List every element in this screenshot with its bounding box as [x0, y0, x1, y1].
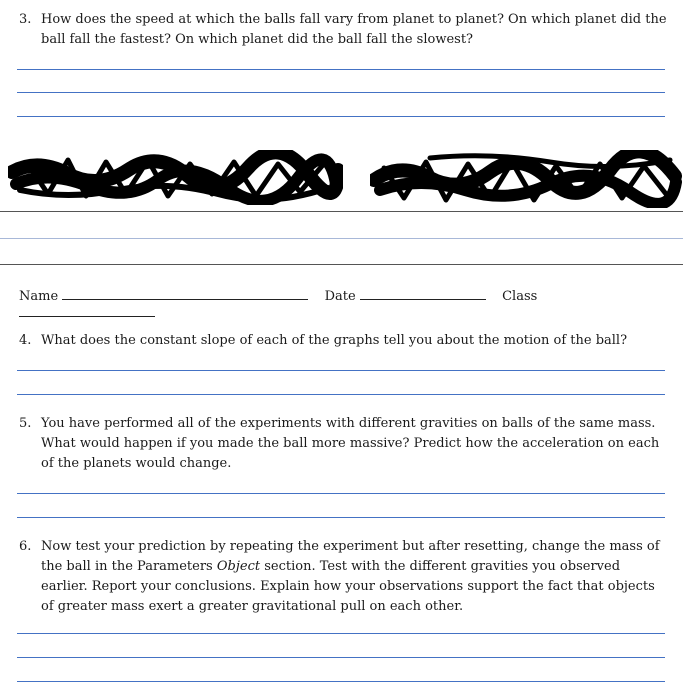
answer-line[interactable] — [17, 116, 665, 117]
header-fields — [19, 287, 664, 321]
answer-line[interactable] — [17, 657, 665, 658]
answer-line[interactable] — [17, 493, 665, 494]
answer-line[interactable] — [17, 370, 665, 371]
question-4 — [19, 331, 669, 351]
question-number: 6. — [19, 539, 32, 554]
question-3 — [19, 10, 669, 50]
separator-line — [0, 211, 683, 212]
redaction-scribble-left — [8, 150, 343, 205]
question-text: Now test your prediction by repeating the experiment but after resetting, change the mass of the ball in the Parameters Object section. Test with the different gravities you observed earlier. Report your conclusions. Explain how your observations support the fact that objects of greater mass exert a greater gravitational pull on each other. — [41, 539, 660, 614]
date-field[interactable] — [360, 287, 486, 300]
answer-line[interactable] — [17, 633, 665, 634]
answer-line[interactable] — [17, 681, 665, 682]
italic-object-term: Object — [216, 559, 261, 574]
name-label: Name — [19, 289, 59, 304]
date-label: Date — [324, 289, 356, 304]
question-text: How does the speed at which the balls fall vary from planet to planet? On which planet did the ball fall the fastest? On which planet did the ball fall the slowest? — [41, 12, 667, 47]
answer-line[interactable] — [17, 394, 665, 395]
question-number: 5. — [19, 416, 32, 431]
question-text: You have performed all of the experiments with different gravities on balls of the same mass. What would happen if you made the ball more massive? Predict how the acceleration on each of the planets would change. — [41, 416, 660, 471]
separator-line — [0, 238, 683, 239]
answer-line[interactable] — [17, 69, 665, 70]
question-6 — [19, 537, 669, 617]
class-field[interactable] — [19, 304, 155, 317]
answer-line[interactable] — [17, 92, 665, 93]
question-number: 4. — [19, 333, 32, 348]
separator-line — [0, 264, 683, 265]
redaction-scribble-right — [370, 150, 682, 208]
answer-line[interactable] — [17, 517, 665, 518]
question-text: What does the constant slope of each of the graphs tell you about the motion of the ball? — [41, 333, 628, 348]
question-5 — [19, 414, 669, 474]
question-number: 3. — [19, 12, 32, 27]
name-field[interactable] — [62, 287, 308, 300]
class-label: Class — [502, 289, 538, 304]
